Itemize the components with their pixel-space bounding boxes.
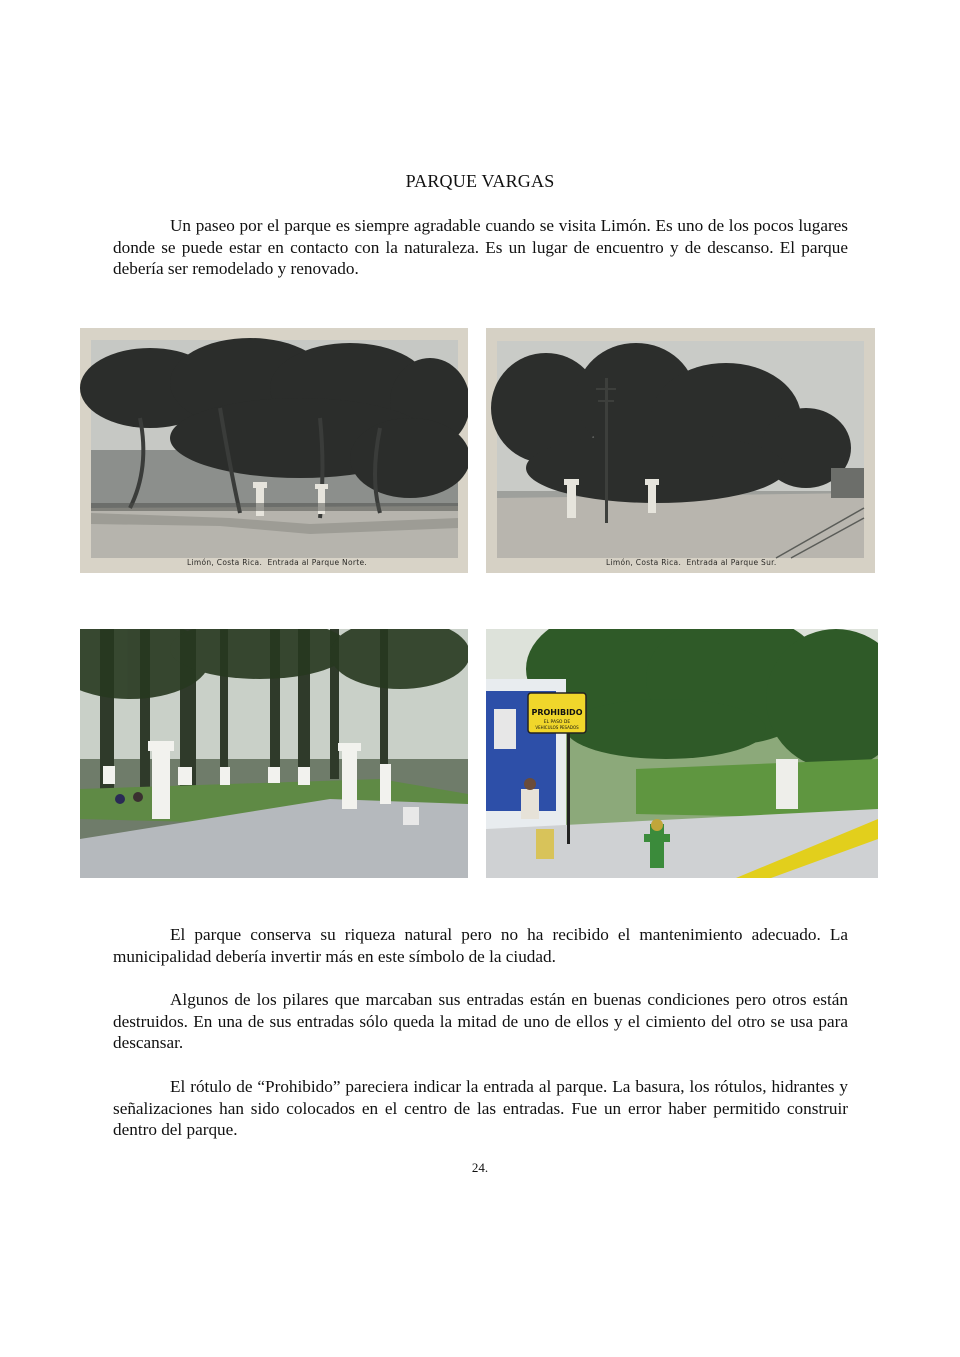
page-title: PARQUE VARGAS: [405, 171, 555, 191]
paragraph-pillars: [113, 989, 848, 1054]
postcard-north-entrance: [80, 328, 468, 573]
paragraph-maintenance: [113, 924, 848, 967]
page-number: 24.: [471, 1160, 489, 1175]
paragraph-intro-text: Un paseo por el parque es siempre agradable cuando se visita Limón. Es uno de los pocos lugares donde se puede estar en contacto con la naturaleza. Es un lugar de encuentro y de descanso. El parque debería ser remodelado y renovado.: [113, 216, 848, 278]
paragraph-maintenance-text: El parque conserva su riqueza natural pero no ha recibido el mantenimiento adecuado. La municipalidad debería invertir más en este símbolo de la ciudad.: [113, 925, 848, 966]
photo-park-pillars: [80, 629, 468, 878]
sign-text-line-3: VEHICULOS PESADOS: [535, 725, 579, 730]
postcard-south-caption: Limón, Costa Rica. Entrada al Parque Sur.: [606, 558, 777, 567]
sign-text-line-2: EL PASO DE: [543, 720, 571, 725]
photo-prohibido-sign: [486, 629, 878, 878]
paragraph-pillars-text: Algunos de los pilares que marcaban sus entradas están en buenas condiciones pero otros están destruidos. En una de sus entradas sólo queda la mitad de uno de ellos y el cimiento del otro se usa para descansar.: [113, 990, 848, 1052]
sign-text-line-1: PROHIBIDO: [531, 708, 583, 717]
paragraph-prohibido: [113, 1076, 848, 1141]
postcard-south-entrance: [486, 328, 875, 573]
postcard-north-caption: Limón, Costa Rica. Entrada al Parque Norte.: [187, 558, 368, 567]
paragraph-prohibido-text: El rótulo de “Prohibido” pareciera indicar la entrada al parque. La basura, los rótulos, hidrantes y señalizaciones han sido colocados en el centro de las entradas. Fue un error haber permitido construir dentro del parque.: [113, 1077, 848, 1139]
paragraph-intro: [113, 215, 848, 280]
